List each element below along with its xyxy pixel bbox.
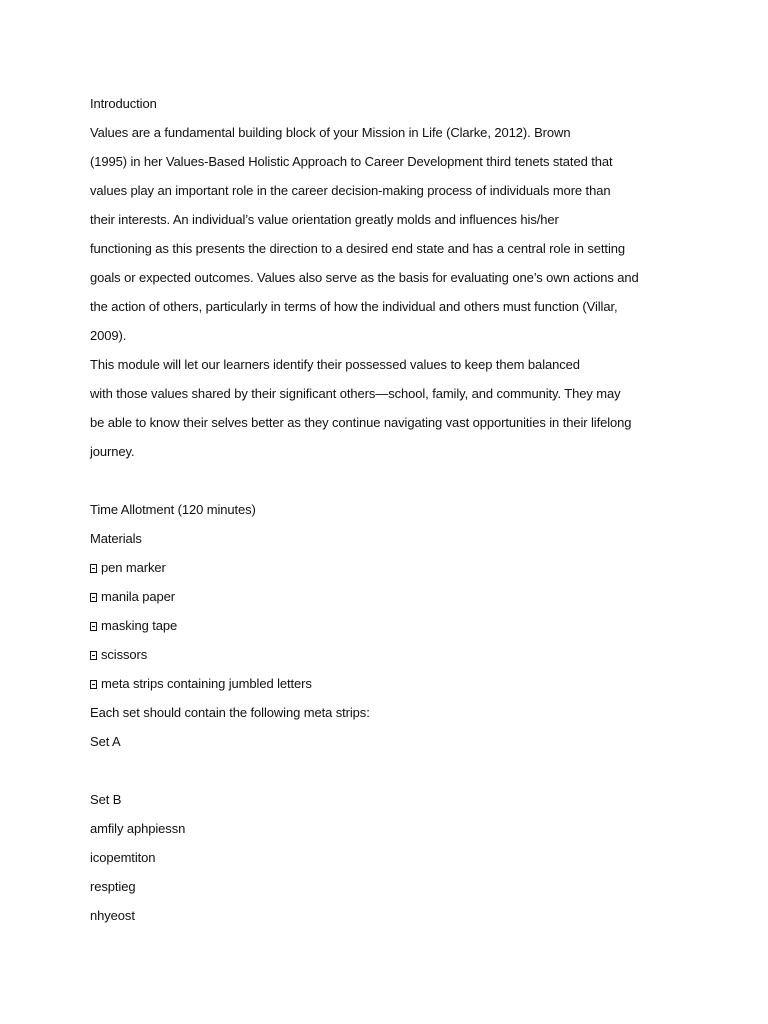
document-body: [90, 89, 710, 930]
list-item-text: masking tape: [101, 618, 178, 633]
paragraph-line: (1995) in her Values-Based Holistic Approach to Career Development third tenets stated that: [90, 154, 613, 169]
list-item: resptieg: [90, 879, 136, 894]
missing-glyph-box-icon: [90, 622, 97, 631]
missing-glyph-box-icon: [90, 564, 97, 573]
paragraph-line: functioning as this presents the direction to a desired end state and has a central role in setting: [90, 241, 625, 256]
paragraph-line: goals or expected outcomes. Values also serve as the basis for evaluating one’s own actions and: [90, 270, 639, 285]
list-item: amfily aphpiessn: [90, 821, 186, 836]
list-item: [90, 611, 710, 640]
list-item: [90, 669, 710, 698]
list-item: [90, 640, 710, 669]
paragraph-line: the action of others, particularly in terms of how the individual and others must function (Villar,: [90, 299, 618, 314]
missing-glyph-box-icon: [90, 680, 97, 689]
list-item-text: pen marker: [101, 560, 166, 575]
missing-glyph-box-icon: [90, 651, 97, 660]
paragraph-line: with those values shared by their significant others—school, family, and community. They may: [90, 386, 621, 401]
sets-intro: Each set should contain the following meta strips:: [90, 705, 370, 720]
missing-glyph-box-icon: [90, 593, 97, 602]
blank-line: [90, 756, 710, 785]
materials-heading: Materials: [90, 531, 142, 546]
list-item: nhyeost: [90, 908, 135, 923]
paragraph-line: Values are a fundamental building block of your Mission in Life (Clarke, 2012). Brown: [90, 125, 571, 140]
paragraph-line: 2009).: [90, 328, 127, 343]
set-b-label: Set B: [90, 792, 122, 807]
list-item-text: meta strips containing jumbled letters: [101, 676, 312, 691]
list-item: icopemtiton: [90, 850, 156, 865]
paragraph-line: journey.: [90, 444, 135, 459]
intro-paragraph-2: [90, 350, 710, 466]
paragraph-line: This module will let our learners identify their possessed values to keep them balanced: [90, 357, 580, 372]
section-heading-introduction: Introduction: [90, 96, 157, 111]
materials-list: [90, 553, 710, 698]
list-item: [90, 553, 710, 582]
time-allotment: Time Allotment (120 minutes): [90, 502, 256, 517]
paragraph-line: be able to know their selves better as they continue navigating vast opportunities in their lifelong: [90, 415, 632, 430]
list-item-text: scissors: [101, 647, 148, 662]
set-b-list: [90, 814, 710, 930]
paragraph-line: their interests. An individual’s value orientation greatly molds and influences his/her: [90, 212, 559, 227]
list-item-text: manila paper: [101, 589, 175, 604]
intro-paragraph-1: [90, 118, 710, 350]
paragraph-line: values play an important role in the career decision-making process of individuals more than: [90, 183, 611, 198]
list-item: [90, 582, 710, 611]
set-a-label: Set A: [90, 734, 121, 749]
blank-line: [90, 466, 710, 495]
